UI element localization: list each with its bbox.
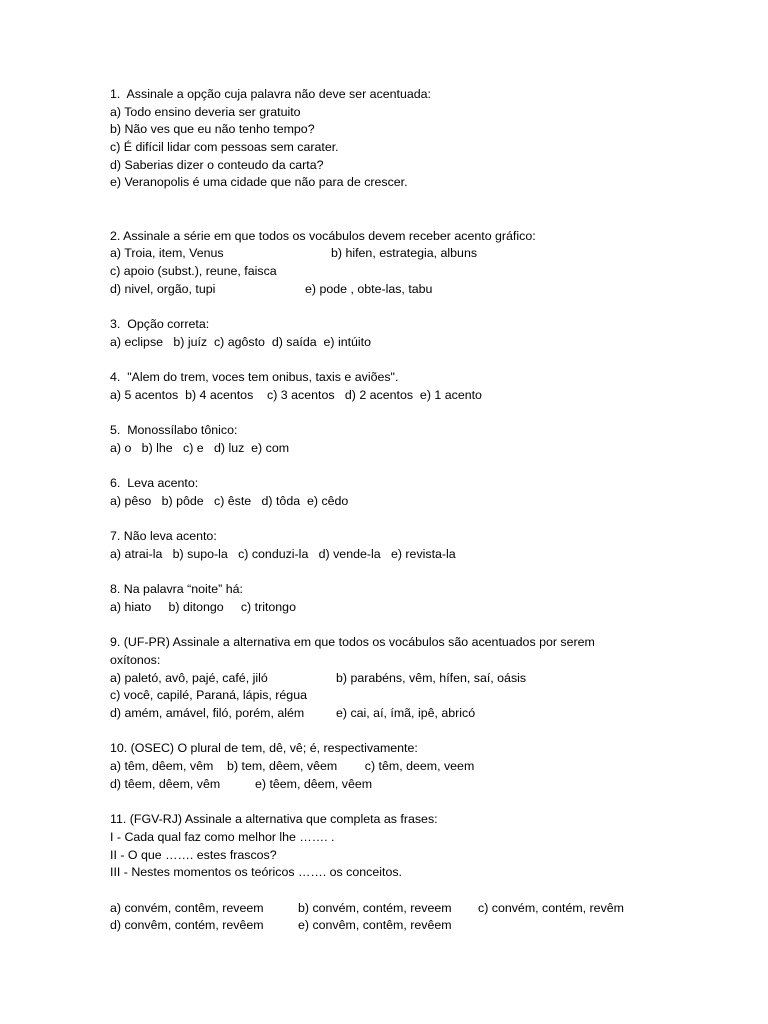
question-11-row-1 bbox=[110, 900, 750, 918]
question-11-sentence-3: III - Nestes momentos os teóricos ……. os conceitos. bbox=[110, 865, 402, 880]
question-2-option-a: a) Troia, item, Venus bbox=[110, 246, 224, 261]
question-1-option-e: e) Veranopolis é uma cidade que não para de crescer. bbox=[110, 175, 408, 190]
question-2-row-3 bbox=[110, 281, 750, 299]
question-2-row-1 bbox=[110, 245, 750, 263]
question-6 bbox=[110, 475, 750, 510]
question-1-option-b: b) Não ves que eu não tenho tempo? bbox=[110, 122, 315, 137]
question-3-title: 3. Opção correta: bbox=[110, 316, 210, 331]
question-5 bbox=[110, 422, 750, 457]
question-10-title: 10. (OSEC) O plural de tem, dê, vê; é, respectivamente: bbox=[110, 741, 418, 756]
question-11 bbox=[110, 811, 750, 935]
question-11-option-c: c) convém, contém, revêm bbox=[478, 900, 624, 915]
question-3-options: a) eclipse b) juíz c) agôsto d) saída e) intúito bbox=[110, 334, 372, 349]
question-2-option-c: c) apoio (subst.), reune, faisca bbox=[110, 263, 277, 278]
question-11-sentence-1: I - Cada qual faz como melhor lhe ……. . bbox=[110, 829, 335, 844]
question-9-row-1 bbox=[110, 670, 750, 688]
question-11-option-a: a) convém, contêm, reveem bbox=[110, 900, 264, 915]
question-9-option-c: c) você, capilé, Paraná, lápis, régua bbox=[110, 688, 307, 703]
question-7 bbox=[110, 528, 750, 563]
question-1-title: 1. Assinale a opção cuja palavra não deve ser acentuada: bbox=[110, 87, 432, 101]
question-8-options: a) hiato b) ditongo c) tritongo bbox=[110, 599, 296, 614]
question-10 bbox=[110, 740, 750, 793]
question-8-title: 8. Na palavra “noite” há: bbox=[110, 582, 243, 597]
question-8 bbox=[110, 581, 750, 616]
question-2-option-d: d) nivel, orgão, tupi bbox=[110, 281, 216, 296]
question-9-row-3 bbox=[110, 705, 750, 723]
question-9-option-d: d) amém, amável, filó, porém, além bbox=[110, 706, 305, 721]
question-5-options: a) o b) lhe c) e d) luz e) com bbox=[110, 440, 290, 455]
question-9-option-e: e) cai, aí, ímã, ipê, abricó bbox=[336, 706, 476, 721]
question-7-options: a) atrai-la b) supo-la c) conduzi-la d) vende-la e) revista-la bbox=[110, 546, 456, 561]
question-11-title: 11. (FGV-RJ) Assinale a alternativa que completa as frases: bbox=[110, 812, 438, 827]
question-5-title: 5. Monossílabo tônico: bbox=[110, 423, 238, 438]
question-11-sentence-2: II - O que ……. estes frascos? bbox=[110, 847, 277, 862]
question-11-option-d: d) convêm, contém, revêem bbox=[110, 918, 264, 933]
question-11-row-2 bbox=[110, 917, 750, 935]
question-2-option-e: e) pode , obte-las, tabu bbox=[305, 281, 433, 296]
question-1-option-d: d) Saberias dizer o conteudo da carta? bbox=[110, 157, 324, 172]
question-11-option-b: b) convém, contém, reveem bbox=[298, 900, 452, 915]
question-2-title: 2. Assinale a série em que todos os vocábulos devem receber acento gráfico: bbox=[110, 228, 536, 243]
question-1-option-a: a) Todo ensino deveria ser gratuito bbox=[110, 104, 301, 119]
question-10-row-2 bbox=[110, 776, 750, 794]
question-6-options: a) pêso b) pôde c) êste d) tôda e) cêdo bbox=[110, 493, 349, 508]
question-10-row-1: a) têm, dêem, vêm b) tem, dêem, vêem c) têm, deem, veem bbox=[110, 759, 475, 774]
question-2 bbox=[110, 228, 750, 299]
question-11-option-e: e) convêm, contêm, revêem bbox=[298, 918, 452, 933]
question-10-option-d: d) têem, dêem, vêm bbox=[110, 776, 221, 791]
question-4-options: a) 5 acentos b) 4 acentos c) 3 acentos d) 2 acentos e) 1 acento bbox=[110, 387, 482, 402]
document-page bbox=[110, 86, 750, 935]
question-1-option-c: c) É difícil lidar com pessoas sem carater. bbox=[110, 140, 339, 155]
question-4-title: 4. "Alem do trem, voces tem onibus, taxis e aviões". bbox=[110, 370, 399, 385]
question-9-option-b: b) parabéns, vêm, hífen, saí, oásis bbox=[336, 670, 527, 685]
question-6-title: 6. Leva acento: bbox=[110, 476, 199, 491]
question-9-title-continued: oxítonos: bbox=[110, 653, 161, 668]
question-9-option-a: a) paletó, avô, pajé, café, jiló bbox=[110, 670, 268, 685]
question-2-option-b: b) hifen, estrategia, albuns bbox=[331, 246, 478, 261]
question-1 bbox=[110, 86, 750, 192]
question-9-title: 9. (UF-PR) Assinale a alternativa em que todos os vocábulos são acentuados por serem bbox=[110, 635, 595, 650]
question-9 bbox=[110, 634, 750, 722]
question-3 bbox=[110, 316, 750, 351]
question-10-option-e: e) têem, dêem, vêem bbox=[255, 776, 373, 791]
question-4 bbox=[110, 369, 750, 404]
question-7-title: 7. Não leva acento: bbox=[110, 529, 217, 544]
